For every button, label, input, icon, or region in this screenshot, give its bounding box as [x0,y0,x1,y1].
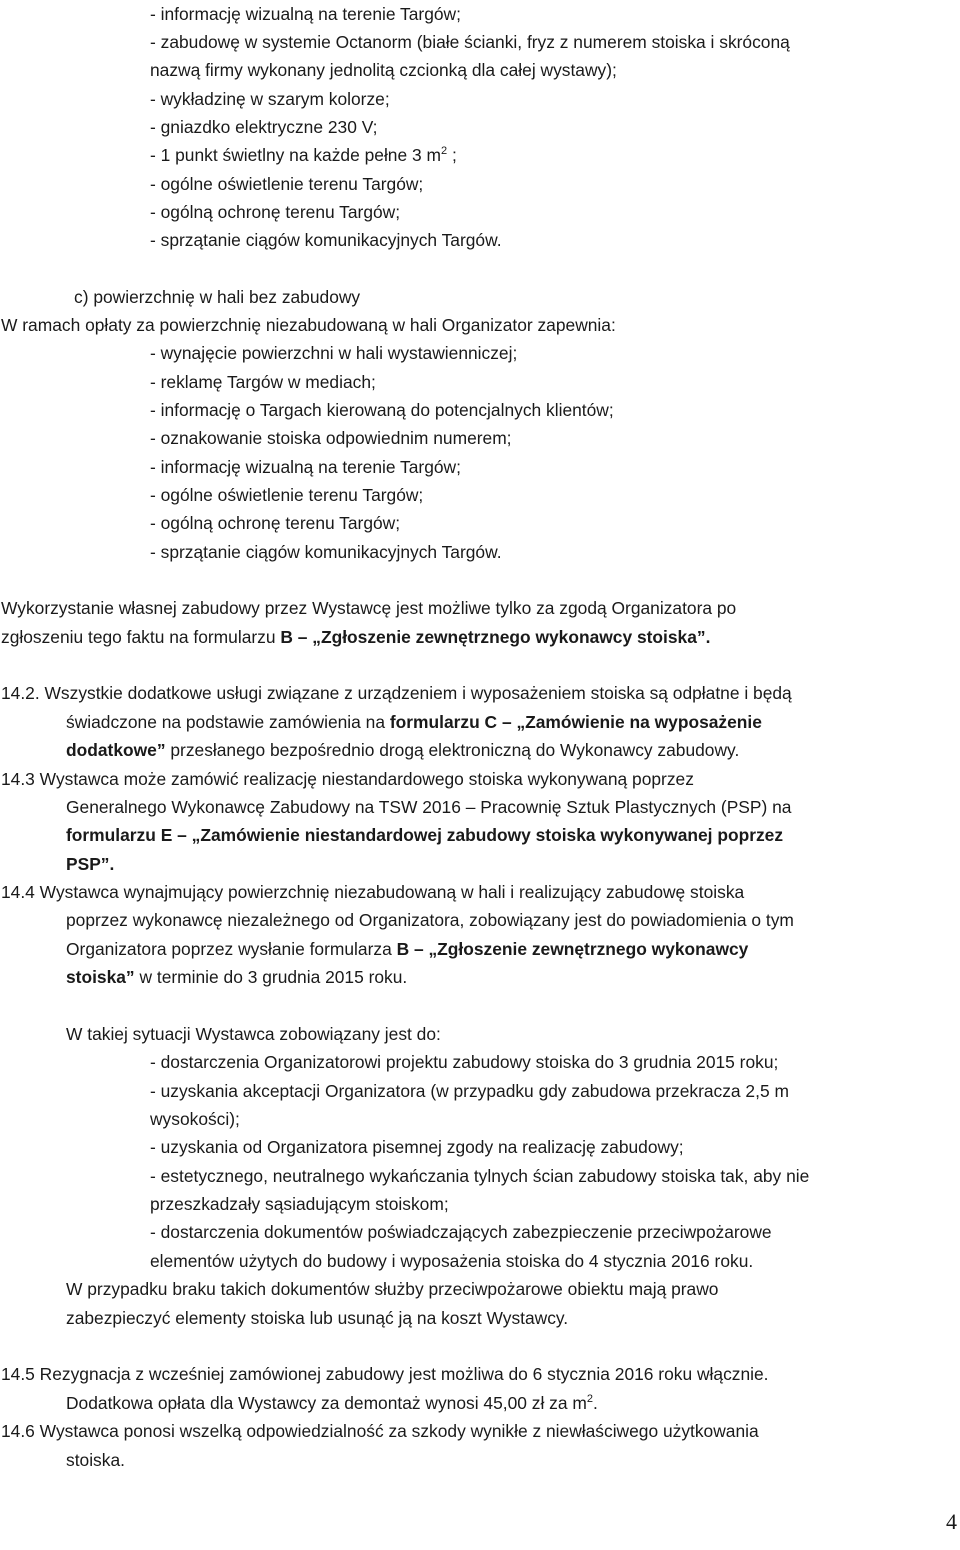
list-item-cont: przeszkadzały sąsiadującym stoiskom; [150,1194,449,1214]
paragraph-line [66,963,407,992]
list-item: - oznakowanie stoiska odpowiednim numerem; [150,428,512,448]
list-item: - gniazdko elektryczne 230 V; [150,117,378,137]
text-span: Organizatora poprzez wysłanie formularza [66,939,397,959]
text-span: ; [447,145,457,165]
paragraph-line [66,736,739,765]
clause-14-6: 14.6 Wystawca ponosi wszelką odpowiedzialność za szkody wynikłe z niewłaściwego użytkowania [1,1421,759,1441]
list-item: - wynajęcie powierzchni w hali wystawienniczej; [150,343,518,363]
paragraph-line: Wykorzystanie własnej zabudowy przez Wystawcę jest możliwe tylko za zgodą Organizatora po [1,598,737,618]
list-item: - informację wizualną na terenie Targów; [150,457,461,477]
bold-text: PSP”. [66,854,115,874]
bold-text: formularzu E – „Zamówienie niestandardowej zabudowy stoiska wykonywanej poprzez [66,825,784,845]
paragraph-line [66,708,762,737]
list-item: nazwą firmy wykonany jednolitą czcionką dla całej wystawy); [150,60,617,80]
text-span: przesłanego bezpośrednio drogą elektroniczną do Wykonawcy zabudowy. [165,740,740,760]
paragraph-line: poprzez wykonawcę niezależnego od Organizatora, zobowiązany jest do powiadomienia o tym [66,910,794,930]
text-span: w terminie do 3 grudnia 2015 roku. [134,967,408,987]
text-span: Dodatkowa opłata dla Wystawcy za demontaż wynosi 45,00 zł za m [66,1393,587,1413]
clause-14-5: 14.5 Rezygnacja z wcześniej zamówionej zabudowy jest możliwa do 6 stycznia 2016 roku włącznie. [1,1364,769,1384]
list-item: - uzyskania akceptacji Organizatora (w przypadku gdy zabudowa przekracza 2,5 m [150,1081,789,1101]
paragraph-line [1,623,710,652]
form-reference-b-cont: stoiska” [66,967,135,987]
form-reference-c-cont: dodatkowe” [66,740,166,760]
list-item: - informację wizualną na terenie Targów; [150,4,461,24]
list-item-cont: elementów użytych do budowy i wyposażenia stoiska do 4 stycznia 2016 roku. [150,1251,754,1271]
clause-14-4: 14.4 Wystawca wynajmujący powierzchnię niezabudowaną w hali i realizujący zabudowę stoiska [1,882,745,902]
list-item: - ogólną ochronę terenu Targów; [150,513,401,533]
superscript: 2 [586,1393,593,1405]
list-item: - estetycznego, neutralnego wykańczania tylnych ścian zabudowy stoiska tak, aby nie [150,1166,810,1186]
list-item-light-point [150,141,457,170]
text-span: świadczone na podstawie zamówienia na [66,712,390,732]
section-intro: W ramach opłaty za powierzchnię niezabudowaną w hali Organizator zapewnia: [1,315,616,335]
text-span: . [592,1393,598,1413]
list-item: - reklamę Targów w mediach; [150,372,376,392]
section-heading: c) powierzchnię w hali bez zabudowy [74,287,361,307]
paragraph-line [66,935,748,964]
list-item: - dostarczenia Organizatorowi projektu zabudowy stoiska do 3 grudnia 2015 roku; [150,1052,779,1072]
form-reference-b: B – „Zgłoszenie zewnętrznego wykonawcy [396,939,749,959]
list-item: - wykładzinę w szarym kolorze; [150,89,390,109]
list-item: - zabudowę w systemie Octanorm (białe ścianki, fryz z numerem stoiska i skróconą [150,32,790,52]
form-reference-e-cont [66,850,114,879]
clause-14-2: 14.2. Wszystkie dodatkowe usługi związane z urządzeniem i wyposażeniem stoiska są odpłatne i będą [1,683,792,703]
list-item-cont: wysokości); [150,1109,240,1129]
paragraph-line: W przypadku braku takich dokumentów służby przeciwpożarowe obiektu mają prawo [66,1279,719,1299]
superscript: 2 [440,145,448,157]
list-item: - ogólne oświetlenie terenu Targów; [150,174,424,194]
form-reference-e [66,821,783,850]
list-item: - sprzątanie ciągów komunikacyjnych Targów. [150,542,502,562]
paragraph-line [66,1389,598,1418]
list-item: - dostarczenia dokumentów poświadczających zabezpieczenie przeciwpożarowe [150,1222,772,1242]
paragraph-line: Generalnego Wykonawcę Zabudowy na TSW 2016 – Pracownię Sztuk Plastycznych (PSP) na [66,797,792,817]
list-item: - ogólną ochronę terenu Targów; [150,202,401,222]
form-reference-b: B – „Zgłoszenie zewnętrznego wykonawcy stoiska”. [280,627,711,647]
list-item: - sprzątanie ciągów komunikacyjnych Targów. [150,230,502,250]
list-item: - ogólne oświetlenie terenu Targów; [150,485,424,505]
list-item: - uzyskania od Organizatora pisemnej zgody na realizację zabudowy; [150,1137,684,1157]
form-reference-c: formularzu C – „Zamówienie na wyposażenie [389,712,762,732]
paragraph-line: stoiska. [66,1450,125,1470]
list-item: - informację o Targach kierowaną do potencjalnych klientów; [150,400,614,420]
page-number: 4 [946,1509,957,1534]
text-span: zgłoszeniu tego faktu na formularzu [1,627,281,647]
obligations-intro: W takiej sytuacji Wystawca zobowiązany jest do: [66,1024,441,1044]
clause-14-3: 14.3 Wystawca może zamówić realizację niestandardowego stoiska wykonywaną poprzez [1,769,694,789]
paragraph-line: zabezpieczyć elementy stoiska lub usunąć ją na koszt Wystawcy. [66,1308,569,1328]
text-span: - 1 punkt świetlny na każde pełne 3 m [150,145,441,165]
